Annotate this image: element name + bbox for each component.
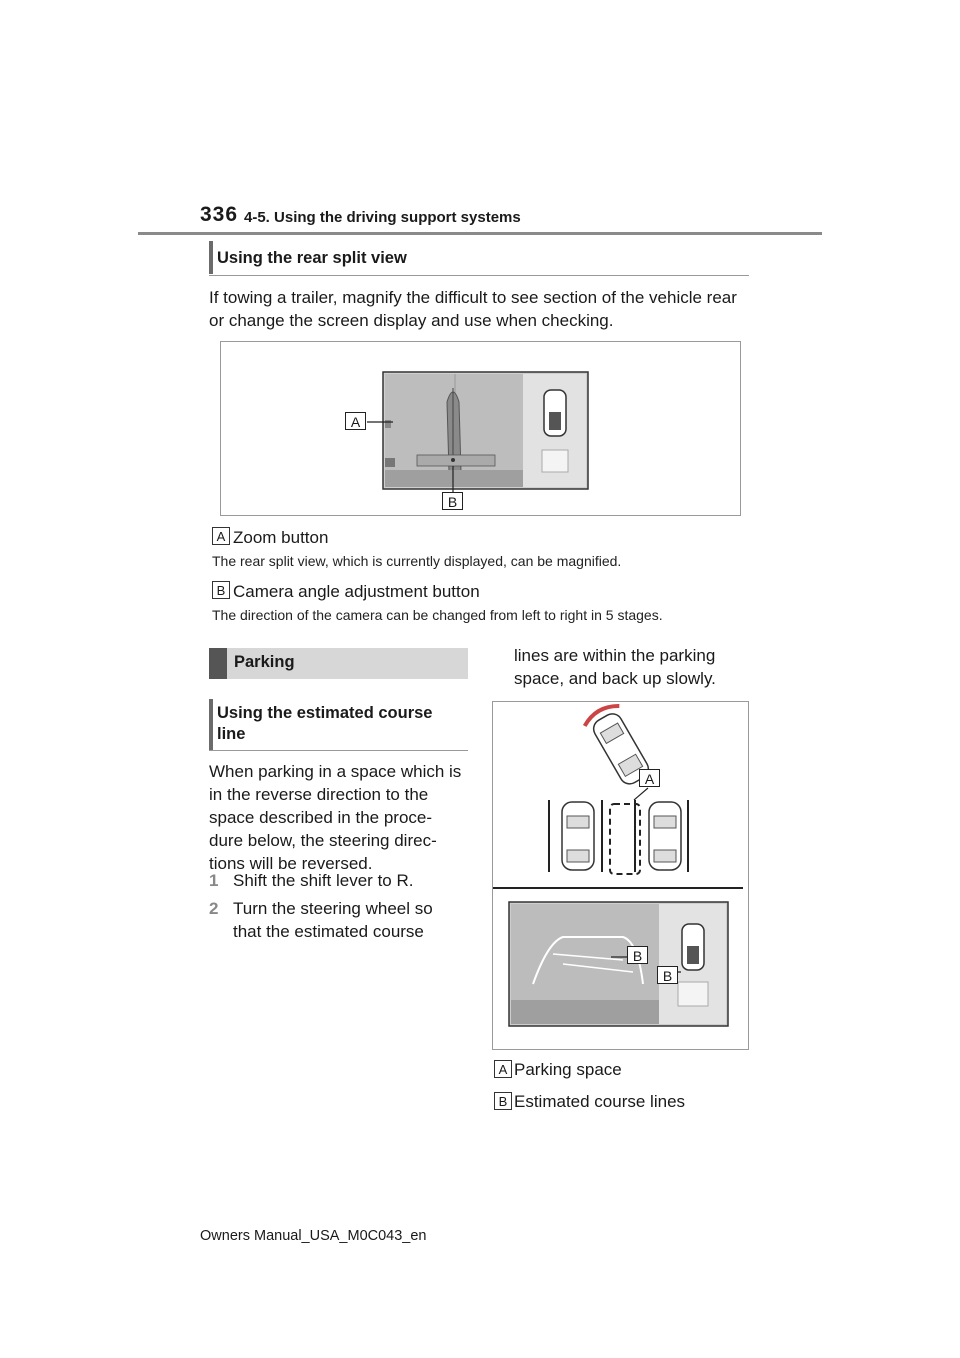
step-1 bbox=[209, 869, 464, 892]
page-number: 336 bbox=[200, 203, 239, 226]
zoom-button-desc: The rear split view, which is currently displayed, can be magnified. bbox=[212, 553, 622, 569]
parking-space-title: Parking space bbox=[514, 1060, 622, 1079]
step-1-text: Shift the shift lever to R. bbox=[233, 871, 414, 890]
heading-underline bbox=[209, 275, 749, 276]
figure-callout-parking-a: A bbox=[639, 769, 660, 787]
footer-text: Owners Manual_USA_M0C043_en bbox=[200, 1228, 427, 1244]
camera-angle-desc: The direction of the camera can be changed from left to right in 5 stages. bbox=[212, 607, 663, 623]
rear-split-intro: If towing a trailer, magnify the difficult to see section of the vehicle rear or change the screen display and use when checking. bbox=[209, 288, 737, 330]
estimated-course-heading: Using the estimated course line bbox=[217, 704, 433, 743]
step-2-continued: lines are within the parking space, and back up slowly. bbox=[514, 646, 716, 688]
parking-heading: Parking bbox=[234, 653, 295, 671]
heading-bar bbox=[209, 241, 213, 274]
subheading-underline bbox=[209, 750, 468, 751]
rear-split-screen-illustration bbox=[221, 342, 740, 515]
parking-heading-tab bbox=[209, 648, 227, 679]
parking-figure bbox=[492, 701, 749, 1050]
figure-callout-a: A bbox=[345, 412, 366, 430]
figure-callout-parking-b2: B bbox=[657, 966, 678, 984]
step-2-number: 2 bbox=[209, 899, 219, 918]
label-parking-b-box: B bbox=[494, 1092, 512, 1110]
zoom-button-title: Zoom button bbox=[233, 528, 329, 547]
rear-split-heading: Using the rear split view bbox=[217, 249, 407, 267]
camera-angle-title: Camera angle adjustment button bbox=[233, 582, 480, 601]
label-a-box: A bbox=[212, 527, 230, 545]
label-b-box: B bbox=[212, 581, 230, 599]
figure-callout-parking-b1: B bbox=[627, 946, 648, 964]
step-2 bbox=[209, 897, 464, 943]
section-title: 4-5. Using the driving support systems bbox=[244, 209, 521, 226]
header-divider bbox=[138, 232, 822, 235]
parking-intro: When parking in a space which is in the reverse direction to the space described in the proce-dure below, the steering direc-tions will be reversed. bbox=[209, 762, 462, 873]
figure-callout-b: B bbox=[442, 492, 463, 510]
subheading-bar bbox=[209, 699, 213, 750]
step-2-text: Turn the steering wheel so that the estimated course bbox=[233, 899, 433, 941]
label-parking-a-box: A bbox=[494, 1060, 512, 1078]
course-lines-title: Estimated course lines bbox=[514, 1092, 686, 1111]
step-1-number: 1 bbox=[209, 871, 219, 890]
rear-split-figure bbox=[220, 341, 741, 516]
parking-illustration bbox=[493, 702, 748, 1049]
